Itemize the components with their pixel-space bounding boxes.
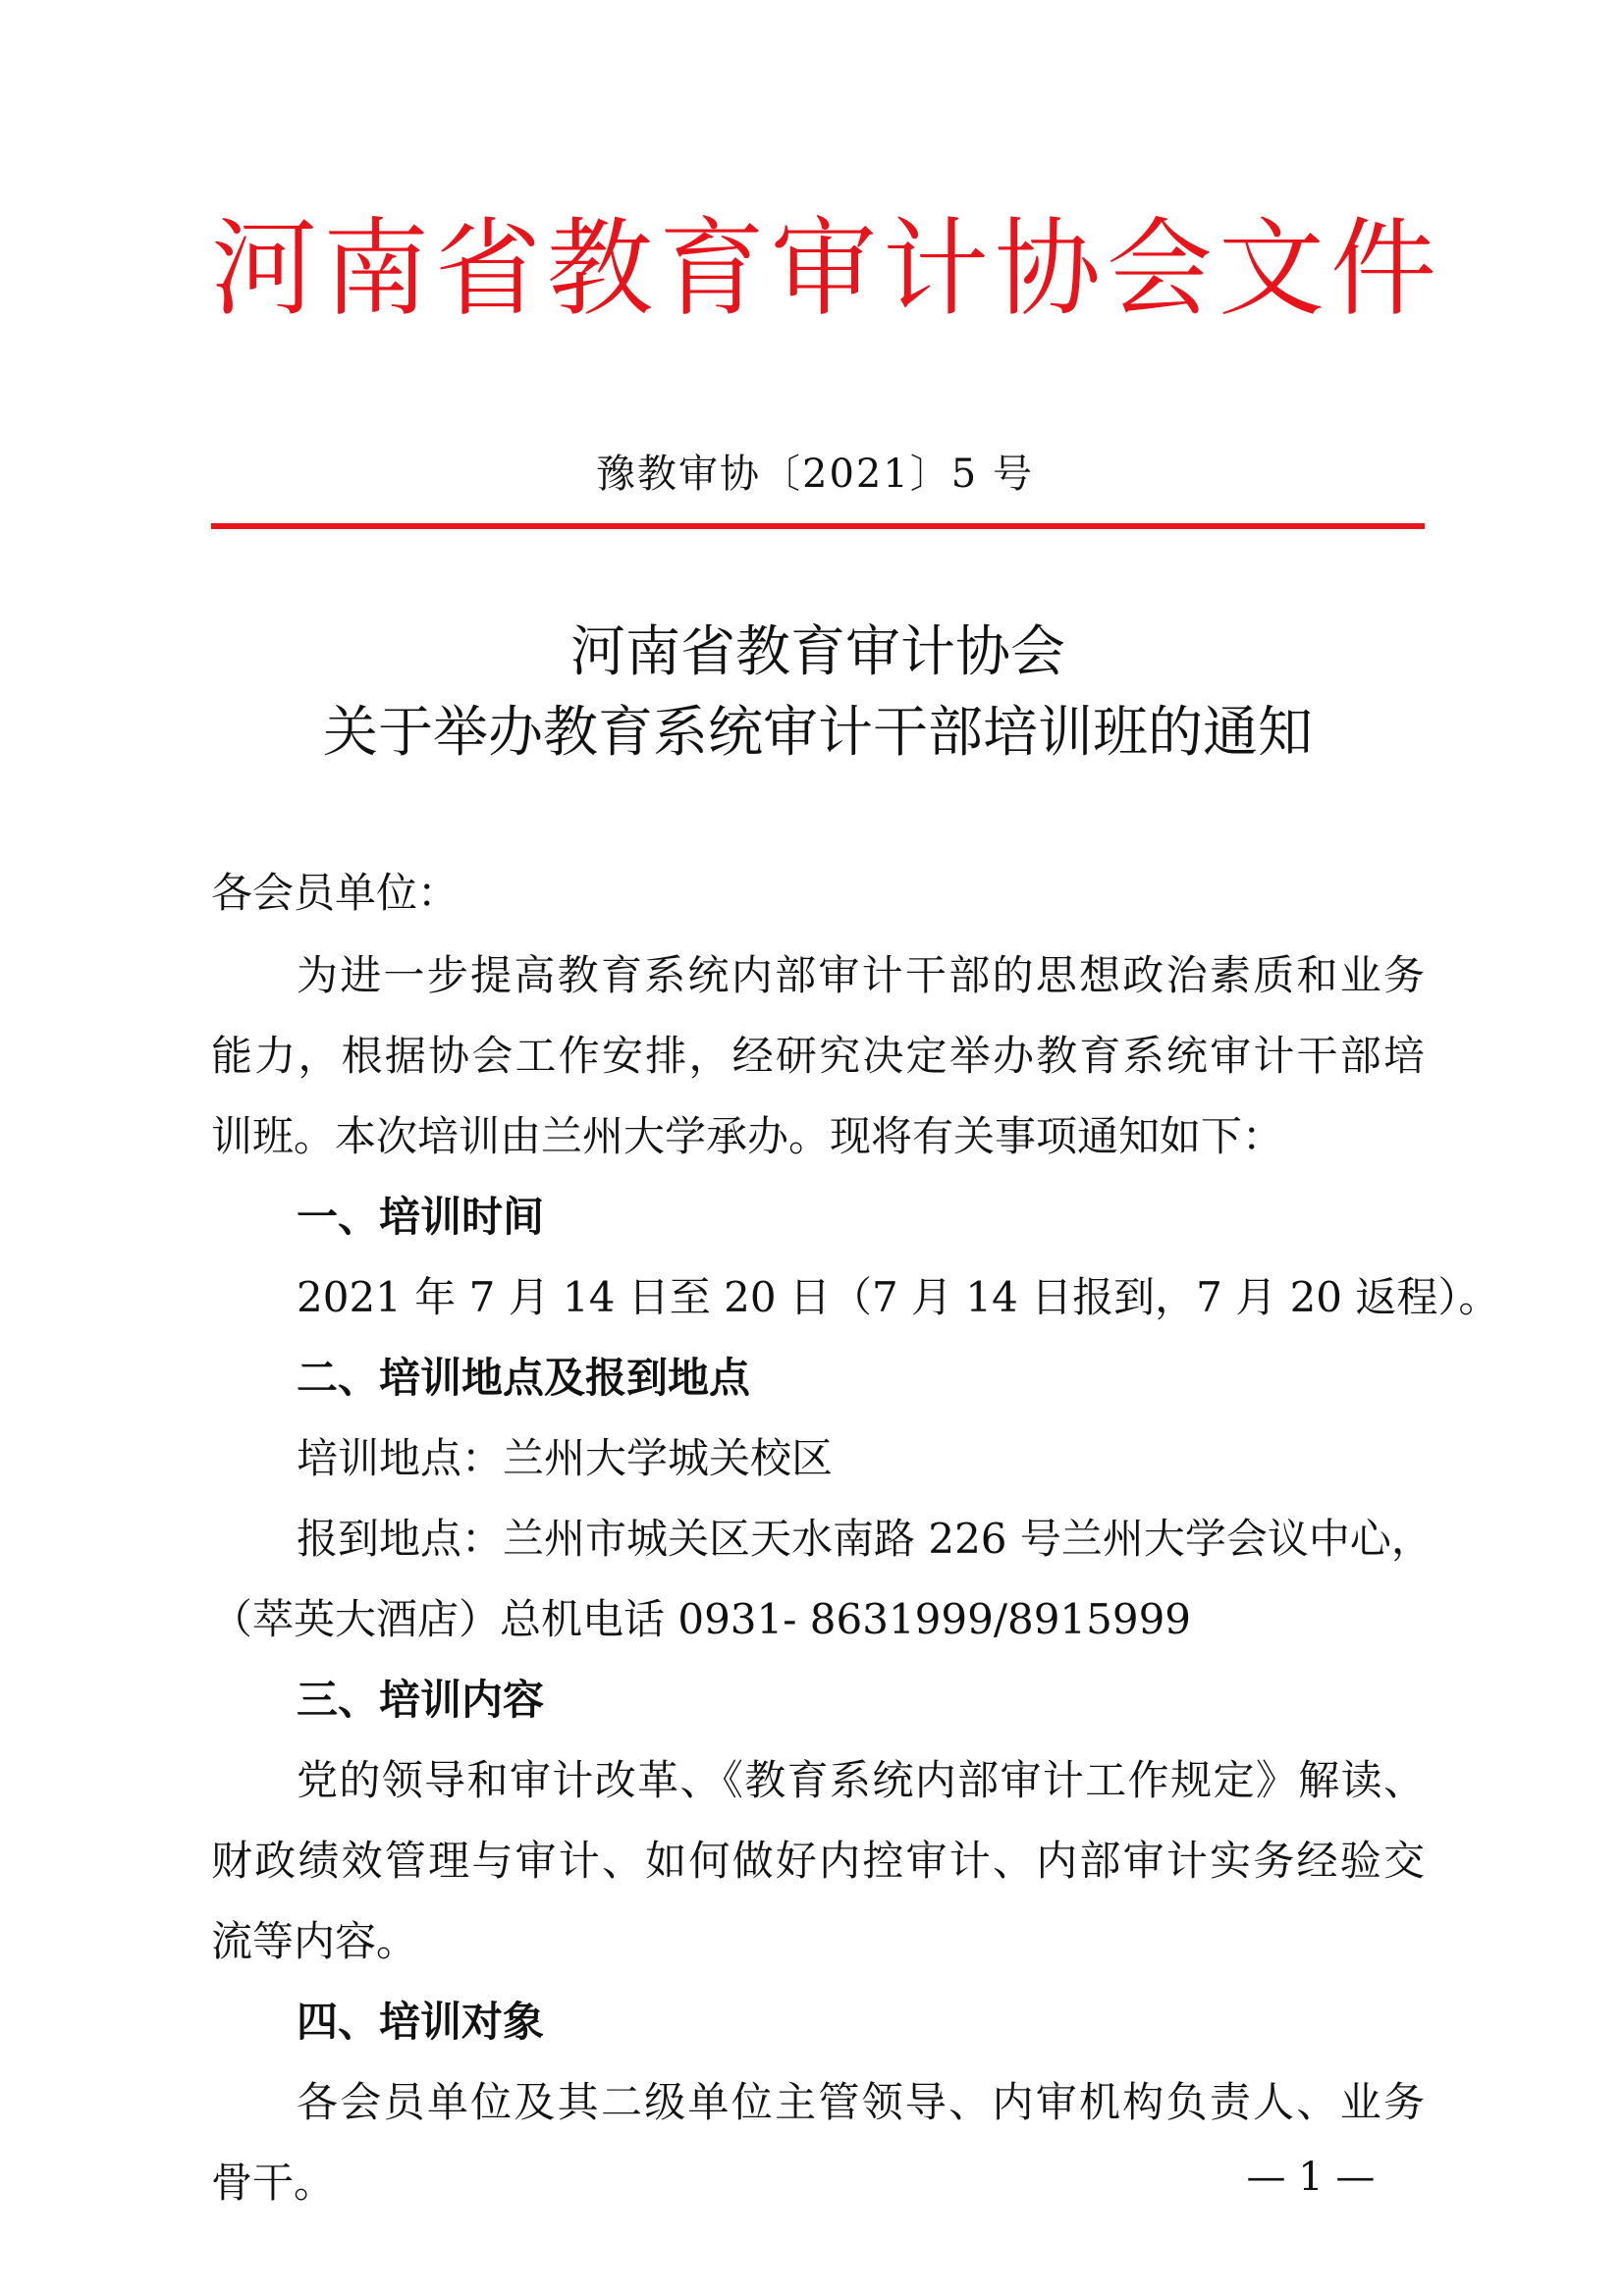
section-heading-time: 一、培训时间: [297, 1193, 545, 1241]
red-divider: [211, 523, 1425, 529]
notice-title-line2: 关于举办教育系统审计干部培训班的通知: [323, 701, 1313, 765]
section-heading-content: 三、培训内容: [297, 1676, 545, 1724]
section-text-time: 2021 年 7 月 14 日至 20 日（7 月 14 日报到，7 月 20 返程）。: [297, 1273, 1500, 1321]
notice-title-line1: 河南省教育审计协会: [570, 620, 1065, 684]
content-line-3: 流等内容。: [211, 1917, 418, 1965]
intro-line-3: 训班。本次培训由兰州大学承办。现将有关事项通知如下：: [211, 1112, 1284, 1160]
page-number: — 1 —: [1246, 2155, 1376, 2200]
hotel-phone: （萃英大酒店）总机电话 0931- 8631999/8915999: [211, 1595, 1192, 1643]
content-line-2: 财政绩效管理与审计、如何做好内控审计、内部审计实务经验交: [211, 1837, 1425, 1885]
training-location: 培训地点：兰州大学城关校区: [297, 1434, 834, 1482]
content-line-1: 党的领导和审计改革、《教育系统内部审计工作规定》解读、: [297, 1756, 1425, 1804]
document-number: 豫教审协〔2021〕5 号: [596, 452, 1034, 497]
intro-line-2: 能力，根据协会工作安排，经研究决定举办教育系统审计干部培: [211, 1032, 1425, 1080]
salutation: 各会员单位：: [211, 869, 460, 917]
intro-line-1: 为进一步提高教育系统内部审计干部的思想政治素质和业务: [297, 951, 1425, 999]
section-heading-audience: 四、培训对象: [297, 1998, 545, 2046]
org-title: 河南省教育审计协会文件: [211, 208, 1443, 331]
section-heading-location: 二、培训地点及报到地点: [297, 1354, 751, 1402]
audience-line-1: 各会员单位及其二级单位主管领导、内审机构负责人、业务: [297, 2078, 1425, 2126]
registration-location: 报到地点：兰州市城关区天水南路 226 号兰州大学会议中心，: [297, 1515, 1433, 1563]
audience-line-2: 骨干。: [211, 2159, 336, 2207]
